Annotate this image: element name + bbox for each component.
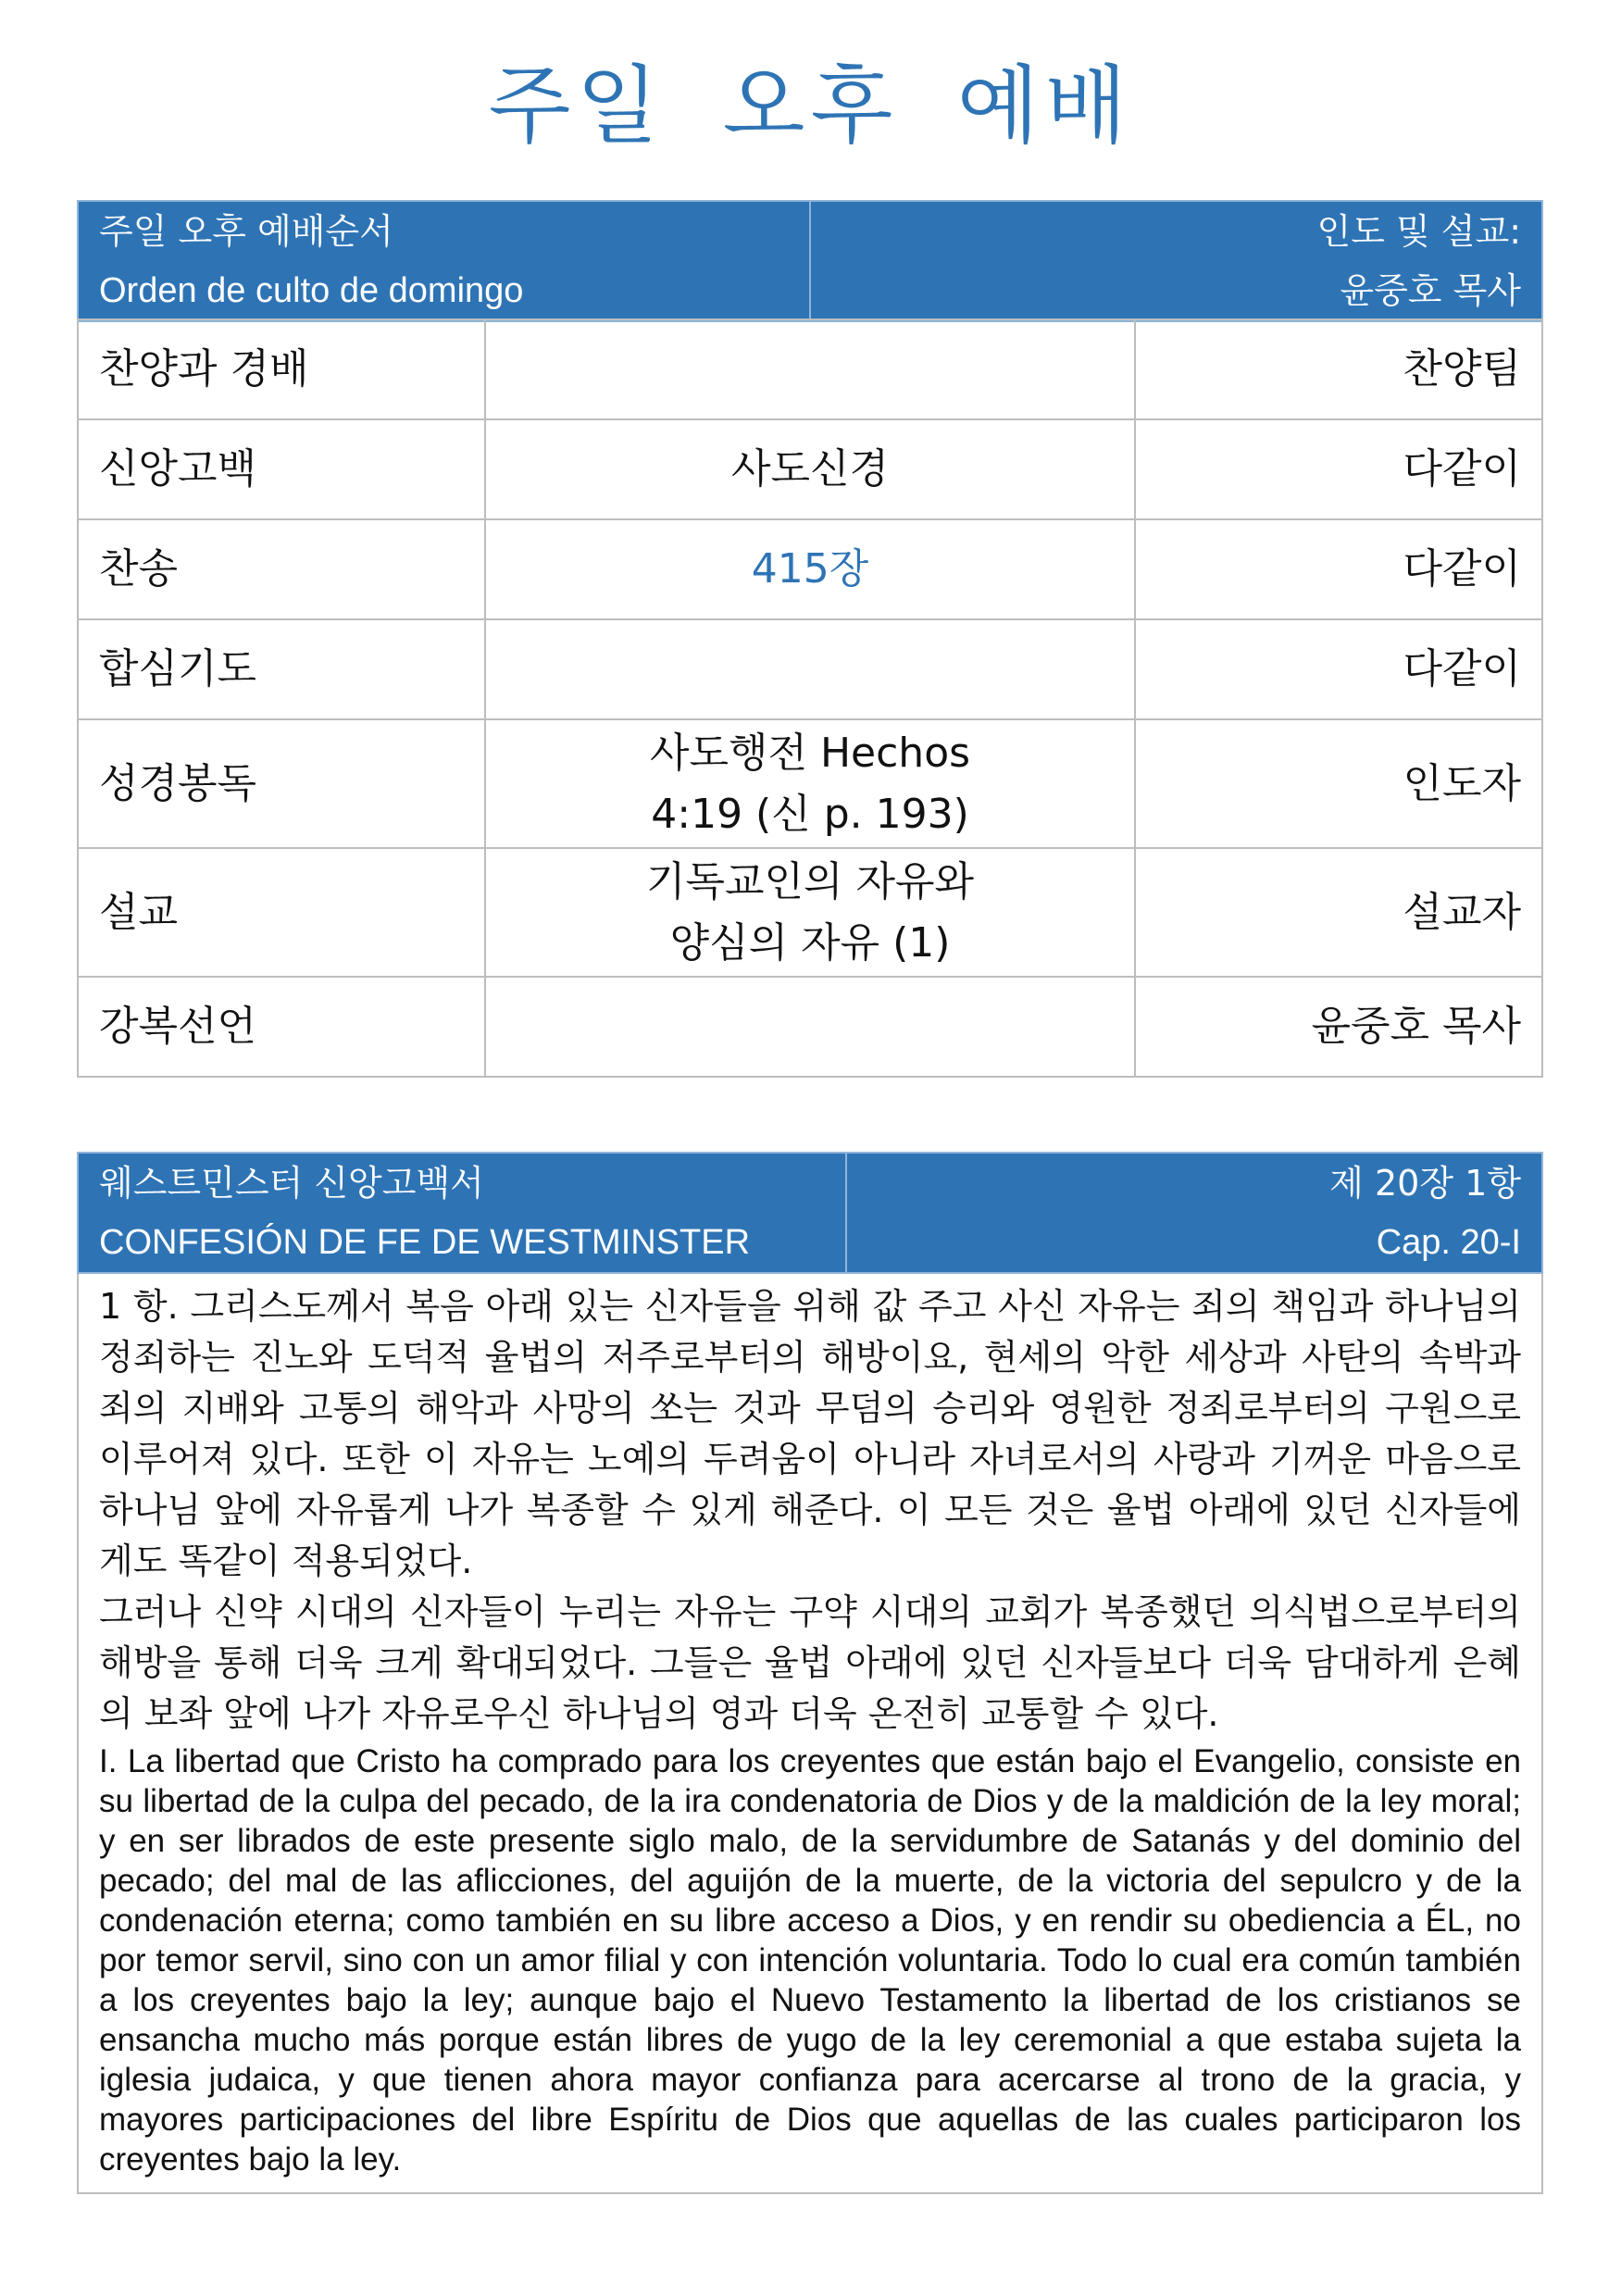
- sermon-title-line2: 양심의 자유 (1): [669, 918, 951, 967]
- order-item-by: 다같이: [1135, 519, 1542, 619]
- leader-label: 인도 및 설교:: [1316, 211, 1522, 252]
- order-title-es: Orden de culto de domingo: [99, 271, 524, 310]
- korean-paragraph-2: 그러나 신약 시대의 신자들이 누리는 자유는 구약 시대의 교회가 복종했던 의식법으로부터의 해방을 통해 더욱 크게 확대되었다. 그들은 율법 아래에 있던 신자들보다 더욱 담대하게 은혜의 보좌 앞에 나가 자유로우신 하나님의 영과 더욱 온전히 교통할 수 있다.: [99, 1591, 1521, 1734]
- chapter-es: Cap. 20-I: [1376, 1223, 1521, 1262]
- scripture-reference-line1: 사도행전 Hechos: [649, 729, 971, 777]
- chapter-ko: 제 20장 1항: [1329, 1163, 1521, 1204]
- korean-paragraph-1: 1 항. 그리스도께서 복음 아래 있는 신자들을 위해 값 주고 사신 자유는 죄의 책임과 하나님의 정죄하는 진노와 도덕적 율법의 저주로부터의 해방이요, 현세의 악한 세상과 사탄의 속박과 죄의 지배와 고통의 해악과 사망의 쏘는 것과 무덤의 승리와 영원한 정죄로부터의 구원으로 이루어져 있다. 또한 이 자유는 노예의 두려움이 아니라 자녀로서의 사랑과 기꺼운 마음으로 하나님 앞에 자유롭게 나가 복종할 수 있게 해준다. 이 모든 것은 율법 아래에 있던 신자들에게도 똑같이 적용되었다.: [99, 1286, 1521, 1581]
- order-item-by: 인도자: [1135, 719, 1542, 848]
- confession-table: [77, 1152, 1543, 2194]
- hymn-number: 415장: [485, 519, 1135, 619]
- order-item-by: 설교자: [1135, 848, 1542, 977]
- confession-title-es: CONFESIÓN DE FE DE WESTMINSTER: [99, 1223, 751, 1262]
- order-item-by: 다같이: [1135, 419, 1542, 519]
- order-item-detail: [485, 619, 1135, 719]
- order-item-detail: [485, 977, 1135, 1077]
- sermon-title: [485, 848, 1135, 977]
- worship-order-table: [77, 200, 1543, 322]
- order-item-detail: 사도신경: [485, 419, 1135, 519]
- spanish-paragraph: I. La libertad que Cristo ha comprado para los creyentes que están bajo el Evangelio, consiste en su libertad de la culpa del pecado, de la ira condenatoria de Dios y de la maldición de la ley moral; y en ser librados de este presente siglo malo, de la servidumbre de Satanás y del dominio del pecado; del mal de las aflicciones, del aguijón de la muerte, de la victoria del sepulcro y de la condenación eterna; como también en su libre acceso a Dios, y en rendir su obediencia a ÉL, no por temor servil, sino con un amor filial y con intención voluntaria. Todo lo cual era común también a los creyentes bajo la ley; aunque bajo el Nuevo Testamento la libertad de los cristianos se ensancha mucho más porque están libres de yugo de la ley ceremonial a que estaba sujeta la iglesia judaica, y que tienen ahora mayor confianza para acercarse al trono de la gracia, y mayores participaciones del libre Espíritu de Dios que aquellas de las cuales participaron los creyentes bajo la ley.: [99, 1743, 1521, 2177]
- order-item-name: 합심기도: [78, 619, 485, 719]
- order-row: [78, 619, 1542, 719]
- order-item-name: 찬송: [78, 519, 485, 619]
- order-header-row: [78, 201, 1542, 321]
- order-title-ko: 주일 오후 예배순서: [99, 211, 393, 252]
- order-item-name: 찬양과 경배: [78, 319, 485, 419]
- order-item-detail: [485, 319, 1135, 419]
- order-row: [78, 419, 1542, 519]
- order-row: [78, 319, 1542, 419]
- leader-name: 윤중호 목사: [1340, 270, 1522, 311]
- order-row: [78, 977, 1542, 1077]
- order-item-by: 찬양팀: [1135, 319, 1542, 419]
- order-item-name: 신앙고백: [78, 419, 485, 519]
- confession-title-ko: 웨스트민스터 신앙고백서: [99, 1163, 484, 1204]
- scripture-reading-detail: [485, 719, 1135, 848]
- order-row: [78, 719, 1542, 848]
- order-item-by: 윤중호 목사: [1135, 977, 1542, 1077]
- order-item-by: 다같이: [1135, 619, 1542, 719]
- scripture-reference-line2: 4:19 (신 p. 193): [651, 790, 969, 838]
- order-item-name: 성경봉독: [78, 719, 485, 848]
- order-item-name: 설교: [78, 848, 485, 977]
- worship-order-items: [77, 318, 1543, 1078]
- confession-header-row: [78, 1153, 1542, 1273]
- order-item-name: 강복선언: [78, 977, 485, 1077]
- confession-body-row: [78, 1273, 1542, 2193]
- page-title: 주일 오후 예배: [488, 56, 1133, 156]
- sermon-title-line1: 기독교인의 자유와: [645, 857, 975, 905]
- order-row: [78, 519, 1542, 619]
- order-row: [78, 848, 1542, 977]
